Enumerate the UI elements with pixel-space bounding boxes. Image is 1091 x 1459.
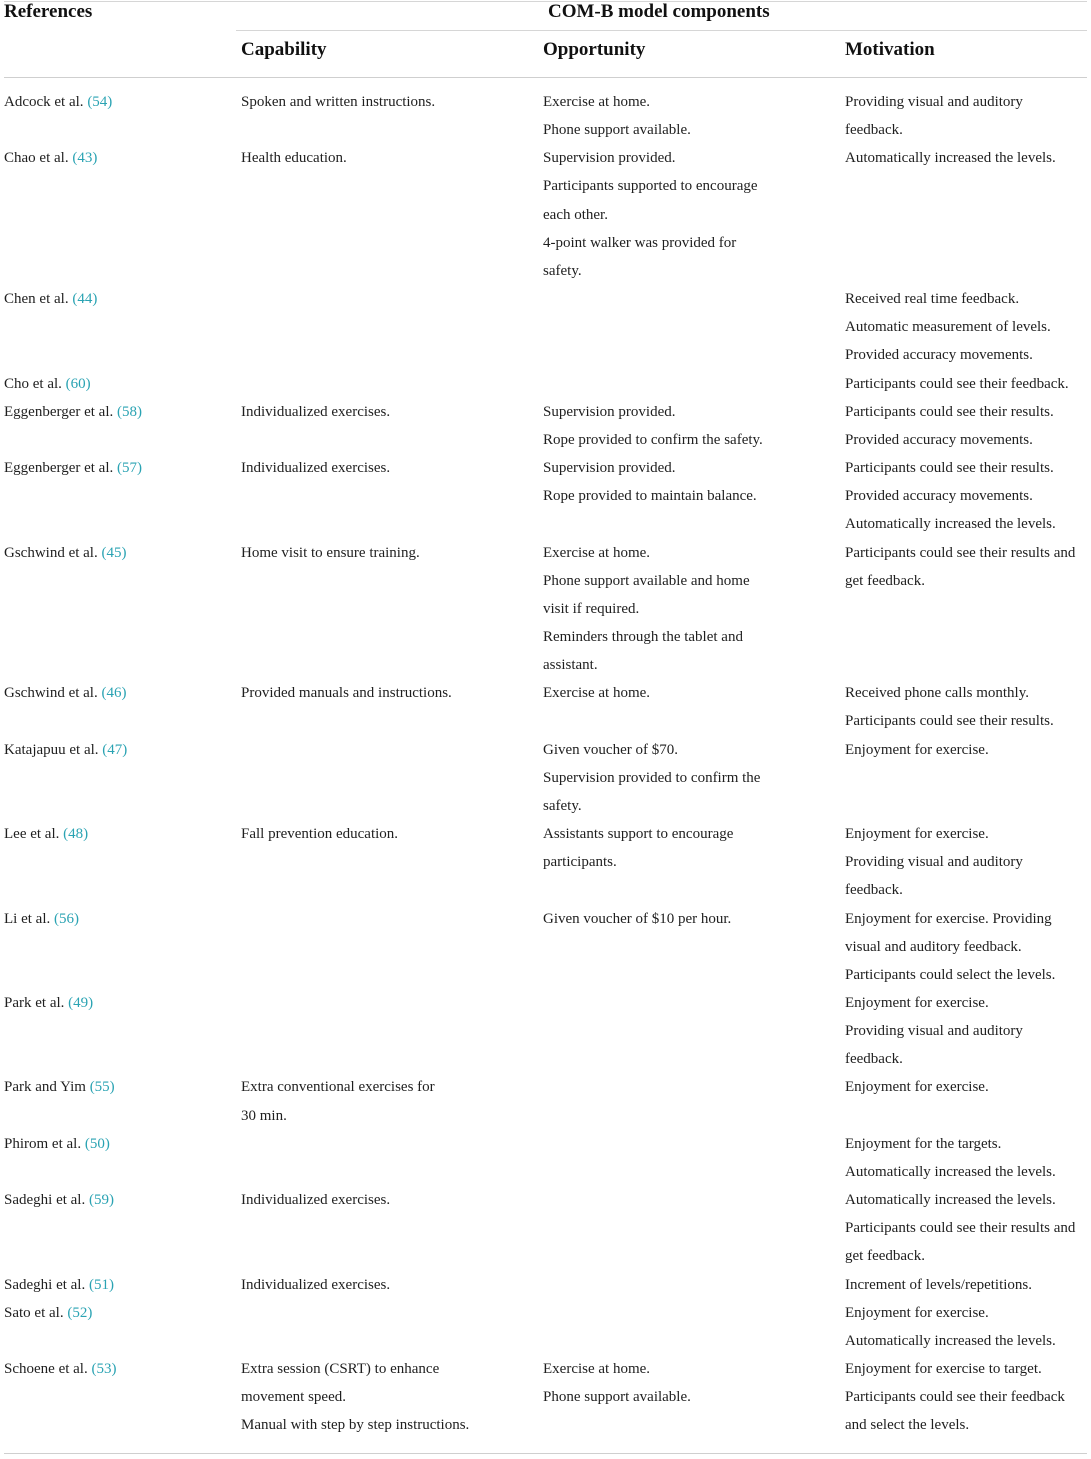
motivation-cell bbox=[845, 989, 1087, 1073]
capability-cell bbox=[241, 1073, 543, 1129]
table-row bbox=[4, 820, 1087, 904]
motivation-line: Participants could see their results. bbox=[845, 460, 1054, 477]
header-rule bbox=[4, 77, 1087, 78]
motivation-line: Received real time feedback. bbox=[845, 291, 1020, 308]
capability-cell bbox=[241, 1355, 543, 1439]
opportunity-line: Supervision provided. bbox=[543, 150, 676, 167]
header-opportunity: Opportunity bbox=[543, 39, 646, 60]
citation-link[interactable]: (50) bbox=[84, 1135, 110, 1152]
reference-cell bbox=[4, 1271, 241, 1299]
table-row bbox=[4, 370, 1087, 398]
motivation-line: Enjoyment for exercise. bbox=[845, 741, 989, 758]
citation-link[interactable]: (59) bbox=[88, 1192, 114, 1209]
motivation-line: Provided accuracy movements. bbox=[845, 431, 1033, 448]
citation-link[interactable]: (54) bbox=[87, 94, 113, 110]
opportunity-cell bbox=[543, 820, 845, 904]
capability-cell bbox=[241, 1299, 543, 1355]
capability-cell bbox=[241, 820, 543, 904]
reference-cell bbox=[4, 989, 241, 1073]
citation-link[interactable]: (56) bbox=[53, 910, 79, 927]
motivation-cell bbox=[845, 1130, 1087, 1186]
citation-link[interactable]: (44) bbox=[72, 291, 98, 308]
opportunity-line: assistant. bbox=[543, 657, 598, 674]
motivation-cell bbox=[845, 370, 1087, 398]
opportunity-line: Reminders through the tablet and bbox=[543, 628, 743, 645]
capability-line: Manual with step by step instructions. bbox=[241, 1417, 470, 1434]
citation-link[interactable]: (58) bbox=[117, 403, 143, 420]
motivation-line: Participants could see their results. bbox=[845, 713, 1054, 730]
opportunity-cell bbox=[543, 736, 845, 820]
motivation-line: Automatic measurement of levels. bbox=[845, 319, 1051, 336]
opportunity-line: each other. bbox=[543, 206, 608, 223]
motivation-cell bbox=[845, 285, 1087, 369]
capability-line: Home visit to ensure training. bbox=[241, 544, 420, 561]
table-row bbox=[4, 905, 1087, 989]
citation-link[interactable]: (49) bbox=[68, 995, 94, 1011]
capability-cell bbox=[241, 398, 543, 454]
capability-cell bbox=[241, 88, 543, 144]
reference-cell bbox=[4, 1130, 241, 1186]
reference-cell bbox=[4, 88, 241, 144]
motivation-line: Provided accuracy movements. bbox=[845, 347, 1033, 364]
reference-cell bbox=[4, 454, 241, 538]
top-rule bbox=[4, 1, 1087, 2]
opportunity-cell bbox=[543, 679, 845, 735]
reference-author: Sadeghi et al. bbox=[4, 1276, 86, 1293]
motivation-line: feedback. bbox=[845, 122, 903, 139]
motivation-line: Increment of levels/repetitions. bbox=[845, 1276, 1033, 1293]
citation-link[interactable]: (51) bbox=[88, 1276, 114, 1293]
motivation-cell bbox=[845, 144, 1087, 285]
motivation-line: Enjoyment for exercise. bbox=[845, 826, 989, 843]
motivation-line: Automatically increased the levels. bbox=[845, 150, 1056, 167]
opportunity-cell bbox=[543, 144, 845, 285]
opportunity-cell bbox=[543, 989, 845, 1073]
table-row bbox=[4, 88, 1087, 144]
citation-link[interactable]: (60) bbox=[65, 375, 91, 392]
com-b-table bbox=[4, 88, 1087, 1440]
reference-author: Adcock et al. bbox=[4, 94, 84, 110]
table-row bbox=[4, 736, 1087, 820]
capability-cell bbox=[241, 905, 543, 989]
motivation-line: Participants could see their results and bbox=[845, 1220, 1076, 1237]
motivation-line: feedback. bbox=[845, 1051, 903, 1068]
table-row bbox=[4, 679, 1087, 735]
opportunity-line: 4-point walker was provided for bbox=[543, 234, 737, 251]
motivation-cell bbox=[845, 1299, 1087, 1355]
reference-author: Katajapuu et al. bbox=[4, 741, 99, 758]
citation-link[interactable]: (45) bbox=[101, 544, 127, 561]
motivation-line: Received phone calls monthly. bbox=[845, 685, 1029, 702]
citation-link[interactable]: (55) bbox=[89, 1079, 115, 1096]
opportunity-line: Phone support available. bbox=[543, 1389, 691, 1406]
reference-cell bbox=[4, 1299, 241, 1355]
capability-line: Individualized exercises. bbox=[241, 1276, 391, 1293]
opportunity-cell bbox=[543, 1130, 845, 1186]
table-row bbox=[4, 1355, 1087, 1439]
capability-cell bbox=[241, 370, 543, 398]
motivation-line: get feedback. bbox=[845, 572, 925, 589]
capability-line: Extra conventional exercises for bbox=[241, 1079, 435, 1096]
opportunity-cell bbox=[543, 1271, 845, 1299]
reference-author: Chen et al. bbox=[4, 291, 69, 308]
opportunity-line: visit if required. bbox=[543, 600, 640, 617]
capability-line: Fall prevention education. bbox=[241, 826, 399, 843]
reference-author: Schoene et al. bbox=[4, 1361, 88, 1378]
opportunity-cell bbox=[543, 454, 845, 538]
reference-cell bbox=[4, 1355, 241, 1439]
motivation-line: Participants could see their results. bbox=[845, 403, 1054, 420]
motivation-line: Providing visual and auditory bbox=[845, 1023, 1023, 1040]
bottom-rule bbox=[4, 1453, 1087, 1454]
opportunity-cell bbox=[543, 1186, 845, 1270]
reference-author: Gschwind et al. bbox=[4, 544, 98, 561]
capability-cell bbox=[241, 1130, 543, 1186]
capability-line: Individualized exercises. bbox=[241, 460, 391, 477]
opportunity-line: Phone support available. bbox=[543, 122, 691, 139]
motivation-line: Participants could see their feedback bbox=[845, 1389, 1065, 1406]
header-references: References bbox=[4, 1, 93, 22]
reference-cell bbox=[4, 539, 241, 680]
motivation-line: Enjoyment for the targets. bbox=[845, 1135, 1002, 1152]
motivation-line: Participants could see their results and bbox=[845, 544, 1076, 561]
table-row bbox=[4, 1130, 1087, 1186]
table-row bbox=[4, 1186, 1087, 1270]
motivation-line: Provided accuracy movements. bbox=[845, 488, 1033, 505]
opportunity-line: Supervision provided. bbox=[543, 403, 676, 420]
motivation-cell bbox=[845, 1355, 1087, 1439]
reference-author: Park and Yim bbox=[4, 1079, 86, 1096]
capability-cell bbox=[241, 989, 543, 1073]
opportunity-line: participants. bbox=[543, 854, 617, 871]
citation-link[interactable]: (48) bbox=[63, 826, 89, 843]
reference-cell bbox=[4, 905, 241, 989]
opportunity-line: Exercise at home. bbox=[543, 1361, 651, 1378]
motivation-line: and select the levels. bbox=[845, 1417, 970, 1434]
table-row bbox=[4, 398, 1087, 454]
citation-link[interactable]: (43) bbox=[72, 150, 98, 167]
opportunity-line: Participants supported to encourage bbox=[543, 178, 758, 195]
opportunity-line: Given voucher of $70. bbox=[543, 741, 678, 758]
opportunity-line: safety. bbox=[543, 797, 582, 814]
capability-line: Individualized exercises. bbox=[241, 403, 391, 420]
opportunity-cell bbox=[543, 1355, 845, 1439]
motivation-line: Providing visual and auditory bbox=[845, 854, 1023, 871]
table-row bbox=[4, 1299, 1087, 1355]
motivation-line: feedback. bbox=[845, 882, 903, 899]
motivation-line: Enjoyment for exercise. bbox=[845, 1304, 989, 1321]
capability-cell bbox=[241, 1271, 543, 1299]
motivation-cell bbox=[845, 454, 1087, 538]
opportunity-line: Supervision provided. bbox=[543, 460, 676, 477]
opportunity-cell bbox=[543, 1073, 845, 1129]
capability-line: Extra session (CSRT) to enhance bbox=[241, 1361, 440, 1378]
motivation-cell bbox=[845, 736, 1087, 820]
header-com-b-group: COM-B model components bbox=[548, 1, 770, 22]
motivation-line: Providing visual and auditory bbox=[845, 94, 1023, 110]
motivation-line: Automatically increased the levels. bbox=[845, 1332, 1056, 1349]
citation-link[interactable]: (57) bbox=[117, 460, 143, 477]
table-row bbox=[4, 1271, 1087, 1299]
motivation-cell bbox=[845, 679, 1087, 735]
reference-cell bbox=[4, 398, 241, 454]
motivation-cell bbox=[845, 820, 1087, 904]
capability-line: Health education. bbox=[241, 150, 347, 167]
table-body bbox=[4, 88, 1087, 1440]
table-row bbox=[4, 454, 1087, 538]
capability-cell bbox=[241, 454, 543, 538]
capability-line: Provided manuals and instructions. bbox=[241, 685, 452, 702]
motivation-line: Enjoyment for exercise. bbox=[845, 1079, 989, 1096]
reference-author: Phirom et al. bbox=[4, 1135, 82, 1152]
table-row bbox=[4, 539, 1087, 680]
opportunity-line: Exercise at home. bbox=[543, 544, 651, 561]
reference-cell bbox=[4, 736, 241, 820]
citation-link[interactable]: (52) bbox=[67, 1304, 93, 1321]
opportunity-line: Exercise at home. bbox=[543, 685, 651, 702]
capability-line: 30 min. bbox=[241, 1107, 287, 1124]
citation-link[interactable]: (47) bbox=[102, 741, 128, 758]
motivation-line: Enjoyment for exercise to target. bbox=[845, 1361, 1042, 1378]
capability-line: movement speed. bbox=[241, 1389, 346, 1406]
header-motivation: Motivation bbox=[845, 39, 935, 60]
opportunity-line: Phone support available and home bbox=[543, 572, 750, 589]
motivation-line: Automatically increased the levels. bbox=[845, 516, 1056, 533]
motivation-line: Participants could see their feedback. bbox=[845, 375, 1069, 392]
motivation-line: get feedback. bbox=[845, 1248, 925, 1265]
opportunity-cell bbox=[543, 1299, 845, 1355]
motivation-line: Automatically increased the levels. bbox=[845, 1192, 1056, 1209]
opportunity-line: Exercise at home. bbox=[543, 94, 651, 110]
reference-author: Eggenberger et al. bbox=[4, 403, 114, 420]
motivation-line: Automatically increased the levels. bbox=[845, 1163, 1056, 1180]
motivation-cell bbox=[845, 1073, 1087, 1129]
reference-author: Sadeghi et al. bbox=[4, 1192, 86, 1209]
reference-cell bbox=[4, 820, 241, 904]
opportunity-cell bbox=[543, 905, 845, 989]
reference-author: Sato et al. bbox=[4, 1304, 64, 1321]
opportunity-cell bbox=[543, 88, 845, 144]
motivation-cell bbox=[845, 905, 1087, 989]
reference-author: Li et al. bbox=[4, 910, 51, 927]
reference-cell bbox=[4, 1186, 241, 1270]
motivation-cell bbox=[845, 1271, 1087, 1299]
motivation-cell bbox=[845, 88, 1087, 144]
opportunity-line: Assistants support to encourage bbox=[543, 826, 734, 843]
capability-cell bbox=[241, 144, 543, 285]
reference-cell bbox=[4, 679, 241, 735]
capability-cell bbox=[241, 736, 543, 820]
opportunity-line: Rope provided to maintain balance. bbox=[543, 488, 757, 505]
reference-cell bbox=[4, 285, 241, 369]
reference-cell bbox=[4, 1073, 241, 1129]
table-row bbox=[4, 144, 1087, 285]
capability-line: Spoken and written instructions. bbox=[241, 94, 436, 110]
motivation-cell bbox=[845, 539, 1087, 680]
opportunity-cell bbox=[543, 285, 845, 369]
opportunity-line: safety. bbox=[543, 262, 582, 279]
header-capability: Capability bbox=[241, 39, 327, 60]
citation-link[interactable]: (46) bbox=[101, 685, 127, 702]
reference-author: Eggenberger et al. bbox=[4, 460, 114, 477]
motivation-cell bbox=[845, 1186, 1087, 1270]
reference-author: Gschwind et al. bbox=[4, 685, 98, 702]
reference-author: Chao et al. bbox=[4, 150, 69, 167]
opportunity-line: Rope provided to confirm the safety. bbox=[543, 431, 763, 448]
capability-line: Individualized exercises. bbox=[241, 1192, 391, 1209]
capability-cell bbox=[241, 539, 543, 680]
opportunity-cell bbox=[543, 370, 845, 398]
capability-cell bbox=[241, 285, 543, 369]
reference-author: Park et al. bbox=[4, 995, 65, 1011]
table-row bbox=[4, 1073, 1087, 1129]
opportunity-line: Given voucher of $10 per hour. bbox=[543, 910, 732, 927]
motivation-line: visual and auditory feedback. bbox=[845, 938, 1022, 955]
reference-cell bbox=[4, 370, 241, 398]
motivation-line: Enjoyment for exercise. bbox=[845, 995, 989, 1011]
group-rule bbox=[236, 30, 1087, 31]
motivation-cell bbox=[845, 398, 1087, 454]
opportunity-cell bbox=[543, 539, 845, 680]
citation-link[interactable]: (53) bbox=[91, 1361, 117, 1378]
motivation-line: Participants could select the levels. bbox=[845, 966, 1056, 983]
reference-cell bbox=[4, 144, 241, 285]
capability-cell bbox=[241, 1186, 543, 1270]
table-row bbox=[4, 989, 1087, 1073]
reference-author: Lee et al. bbox=[4, 826, 60, 843]
table-row bbox=[4, 285, 1087, 369]
opportunity-line: Supervision provided to confirm the bbox=[543, 769, 761, 786]
opportunity-cell bbox=[543, 398, 845, 454]
reference-author: Cho et al. bbox=[4, 375, 62, 392]
capability-cell bbox=[241, 679, 543, 735]
motivation-line: Enjoyment for exercise. Providing bbox=[845, 910, 1052, 927]
